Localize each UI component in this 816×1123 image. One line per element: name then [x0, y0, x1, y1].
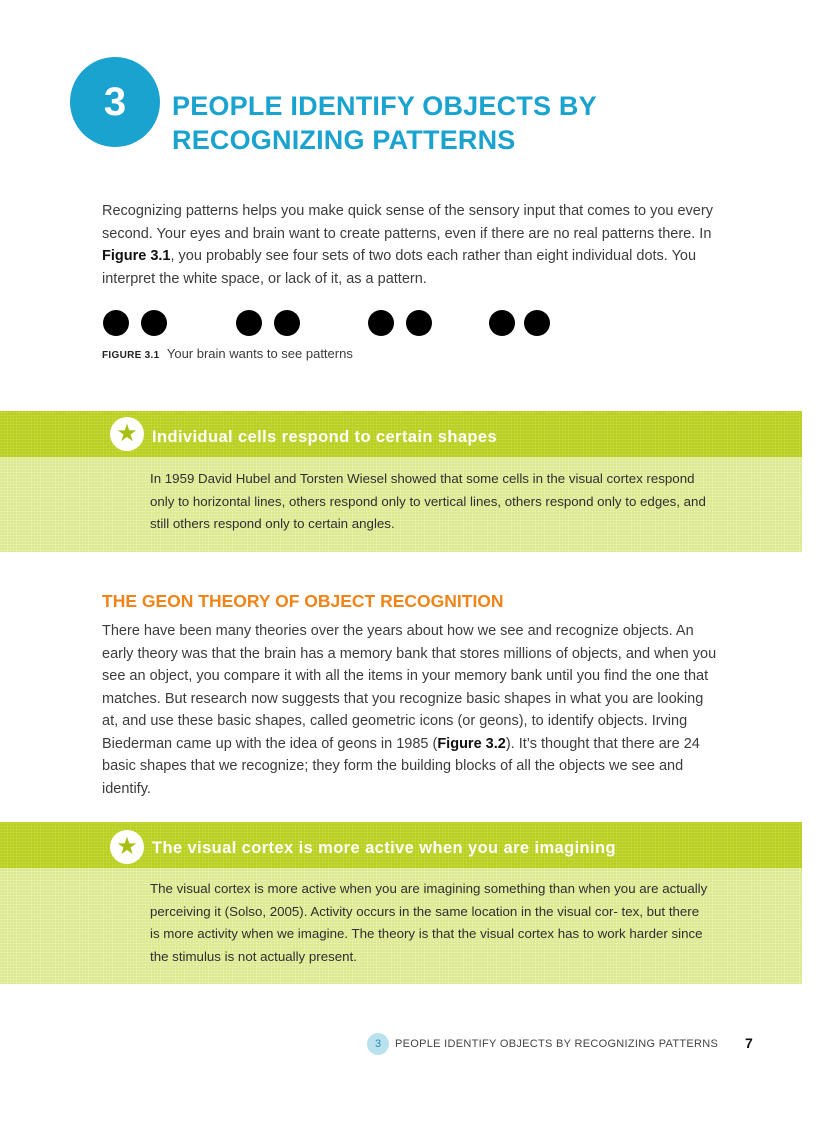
dot-2-2 — [274, 310, 300, 336]
chapter-title-line-2: RECOGNIZING PATTERNS — [172, 125, 516, 155]
chapter-title — [172, 89, 732, 157]
figure-caption-text: Your brain wants to see patterns — [166, 346, 353, 361]
dot-2-1 — [236, 310, 262, 336]
intro-text-start: Recognizing patterns helps you make quick sense of the sensory input that comes to you every second. Your eyes and brain want to create patterns, even if there are no real patterns there. In — [102, 203, 713, 242]
dot-3-1 — [368, 310, 394, 336]
callout-title: Individual cells respond to certain shapes — [152, 428, 498, 446]
star-icon: ★ — [116, 833, 138, 860]
figure-3-2-reference: Figure 3.2 — [437, 735, 506, 752]
star-badge — [110, 830, 144, 864]
intro-text-end: , you probably see four sets of two dots each rather than eight individual dots. You interpret the white space, or lack of it, as a pattern. — [102, 248, 697, 287]
page-number: 7 — [745, 1035, 753, 1051]
dot-1-2 — [141, 310, 167, 336]
chapter-number: 3 — [103, 80, 127, 124]
dot-3-2 — [406, 310, 432, 336]
callout-text: The visual cortex is more active when you are imagining something than when you are actually perceiving it (Solso, 2005). Activity occurs in the same location in the visual cor- tex, but there is more activity when we imagine. The theory is that the visual cortex has to work harder since the stimulus is not actually present. — [150, 881, 708, 964]
callout-visual-cortex — [0, 822, 802, 984]
callout-title: The visual cortex is more active when you are imagining — [152, 839, 616, 857]
chapter-title-line-1: PEOPLE IDENTIFY OBJECTS BY — [172, 91, 597, 121]
figure-3-1-reference: Figure 3.1 — [102, 248, 171, 264]
figure-label: FIGURE 3.1 — [102, 350, 160, 361]
section-text-end: ). It’s thought that there are 24 basic shapes that we recognize; they form the building blocks of all the objects we see and identify. — [102, 735, 700, 797]
footer-chapter-number: 3 — [374, 1038, 382, 1050]
figure-3-1-dots — [103, 310, 563, 336]
callout-individual-cells — [0, 411, 802, 552]
footer-running-title: PEOPLE IDENTIFY OBJECTS BY RECOGNIZING PATTERNS — [395, 1038, 719, 1050]
intro-paragraph — [102, 200, 722, 290]
section-heading: THE GEON THEORY OF OBJECT RECOGNITION — [102, 591, 504, 611]
geon-theory-paragraph — [102, 620, 722, 800]
chapter-number-badge — [70, 57, 160, 147]
dot-4-2 — [524, 310, 550, 336]
dot-4-1 — [489, 310, 515, 336]
star-badge — [110, 417, 144, 451]
dot-1-1 — [103, 310, 129, 336]
figure-3-1-caption — [102, 346, 353, 361]
footer-chapter-badge — [367, 1033, 389, 1055]
section-text-start: There have been many theories over the years about how we see and recognize objects. An early theory was that the brain has a memory bank that stores millions of objects, and when you see an object, you compare it with all the items in your memory bank until you find the one that matches. But research now suggests that you recognize basic shapes in what you are looking at, and use these basic shapes, called geometric icons (or geons), to identify objects. Irving Biederman came up with the idea of geons in 1985 ( — [102, 623, 717, 752]
callout-text: In 1959 David Hubel and Torsten Wiesel showed that some cells in the visual cortex respond only to horizontal lines, others respond only to vertical lines, others respond only to edges, and still others respond only to certain angles. — [150, 471, 706, 531]
star-icon: ★ — [116, 420, 138, 447]
